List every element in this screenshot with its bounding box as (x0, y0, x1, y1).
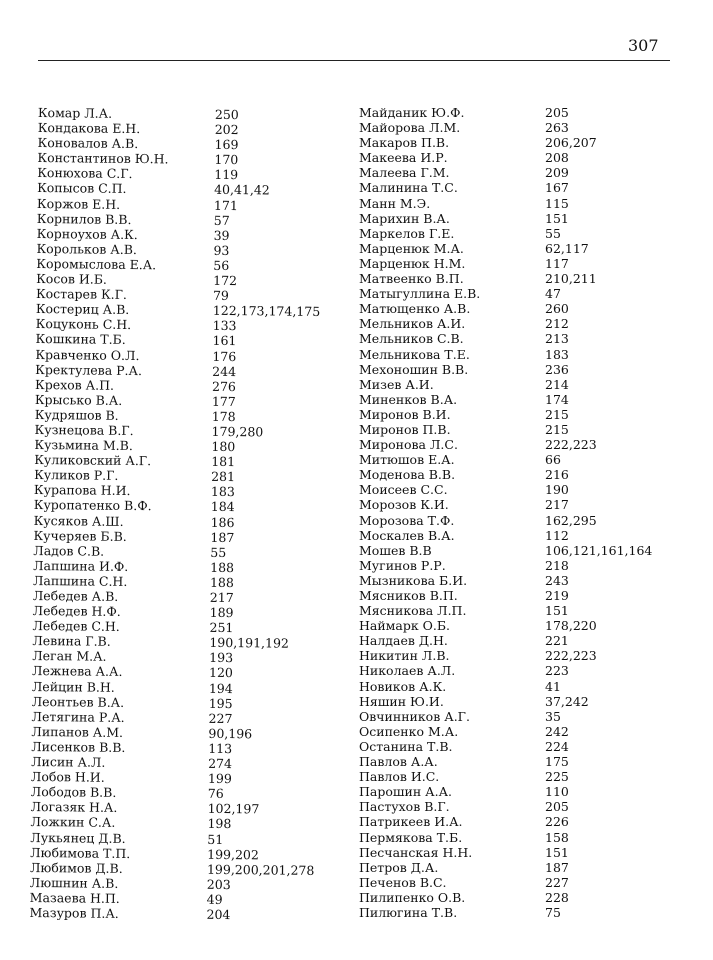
page-references: 221 (545, 633, 569, 649)
author-name: Мельников С.В. (359, 331, 464, 347)
page-references: 119 (214, 167, 239, 183)
page-references: 184 (210, 499, 235, 515)
page-references: 170 (214, 152, 239, 168)
header-rule (38, 60, 670, 61)
author-name: Коромыслова Е.А. (36, 255, 157, 273)
author-name: Мазуров П.А. (29, 904, 119, 921)
author-name: Осипенко М.А. (359, 723, 459, 739)
author-name: Левина Г.В. (32, 633, 111, 650)
page-references: 215 (545, 406, 569, 422)
author-name: Миронов В.И. (359, 406, 451, 422)
page-references: 199 (207, 770, 232, 787)
page-references: 228 (545, 889, 569, 905)
author-name: Мясников В.П. (359, 588, 458, 603)
author-name: Коржов Е.Н. (36, 195, 121, 212)
page-references: 219 (545, 588, 569, 603)
author-name: Петров Д.А. (359, 859, 439, 875)
page-references: 217 (545, 497, 569, 513)
author-name: Лейцин В.Н. (31, 678, 115, 695)
author-name: Мызникова Б.И. (359, 572, 468, 588)
page-references: 62,117 (545, 240, 589, 256)
author-name: Кузнецова В.Г. (34, 421, 134, 438)
page-references: 274 (208, 755, 233, 772)
page-references: 194 (208, 680, 233, 696)
page-references: 205 (545, 799, 569, 815)
page-references: 243 (545, 572, 569, 588)
page-references: 39 (213, 227, 230, 243)
author-name: Крехов А.П. (34, 376, 115, 393)
author-name: Майорова Л.М. (359, 120, 461, 136)
index-column-left (29, 105, 321, 923)
author-name: Куропатенко В.Ф. (33, 497, 152, 514)
page-references: 90,196 (208, 725, 253, 742)
page-references: 242 (545, 723, 569, 739)
author-name: Кузьмина М.В. (34, 437, 133, 454)
author-name: Налдаев Д.Н. (359, 633, 448, 649)
page-references: 212 (545, 316, 569, 332)
author-name: Летягина Р.А. (31, 708, 125, 725)
author-name: Никитин Л.В. (359, 648, 450, 664)
page-references: 188 (210, 559, 235, 575)
author-name: Кусяков А.Ш. (33, 512, 124, 529)
page-references: 213 (545, 331, 569, 347)
page-references: 183 (545, 346, 569, 362)
author-name: Корноухов А.К. (36, 225, 138, 242)
author-name: Кондакова Е.Н. (37, 120, 141, 137)
author-name: Лапшина С.Н. (32, 572, 128, 589)
author-name: Кучеряев Б.В. (33, 527, 127, 544)
page-references: 214 (545, 376, 569, 392)
page-references: 35 (545, 708, 561, 724)
page-references: 178,220 (545, 618, 597, 634)
author-name: Корольков А.В. (36, 240, 137, 257)
author-name: Овчинников А.Г. (359, 708, 470, 724)
author-name: Кравченко О.Л. (35, 346, 140, 363)
page-references: 195 (208, 695, 233, 711)
author-name: Костарев К.Г. (35, 286, 127, 303)
author-name: Ложкин С.А. (30, 814, 116, 831)
page-references: 183 (210, 484, 235, 500)
author-name: Пермякова Т.Б. (359, 829, 463, 845)
page-references: 55 (210, 544, 227, 560)
page-references: 244 (212, 363, 237, 379)
page-references: 236 (545, 361, 569, 377)
author-name: Патрикеев И.А. (359, 814, 463, 830)
author-name: Мазаева Н.П. (29, 889, 120, 906)
page-references: 66 (545, 452, 561, 468)
author-name: Корнилов В.В. (36, 210, 132, 227)
author-name: Марценюк Н.М. (359, 255, 466, 271)
page-references: 205 (545, 105, 569, 120)
author-name: Малеева Г.М. (359, 165, 450, 181)
author-name: Лапшина И.Ф. (33, 557, 129, 574)
author-name: Пилипенко О.В. (359, 889, 466, 905)
page-references: 110 (545, 784, 569, 800)
author-name: Косов И.Б. (36, 271, 108, 287)
author-name: Лобов Н.И. (30, 769, 105, 785)
page-references: 189 (209, 604, 234, 621)
author-name: Леган М.А. (32, 648, 107, 665)
page-references: 175 (545, 754, 569, 770)
page-references: 120 (208, 665, 234, 681)
page-references: 167 (545, 180, 569, 196)
page-references: 187 (545, 859, 569, 875)
page-references: 251 (209, 620, 234, 636)
page-references: 202 (214, 121, 239, 138)
author-name: Пилюгина Т.В. (359, 904, 458, 920)
page-references: 227 (545, 874, 569, 890)
author-name: Манн М.Э. (359, 195, 431, 211)
page-references: 151 (545, 210, 569, 226)
page-references: 49 (206, 891, 223, 907)
author-name: Малинина Т.С. (359, 180, 458, 196)
page-references: 180 (211, 438, 236, 455)
author-name: Матвеенко В.П. (359, 271, 464, 287)
author-name: Митюшов Е.А. (359, 452, 455, 468)
author-name: Леонтьев В.А. (31, 693, 125, 710)
author-name: Конюхова С.Г. (37, 165, 133, 182)
author-name: Марценюк М.А. (359, 240, 464, 256)
page-references: 102,197 (207, 801, 260, 817)
page-references: 169 (214, 137, 239, 153)
page-references: 151 (545, 603, 569, 619)
page-references: 276 (211, 378, 237, 394)
page-references: 223 (545, 663, 569, 679)
author-name: Лободов В.В. (30, 784, 117, 801)
author-name: Мугинов Р.Р. (359, 557, 446, 573)
author-name: Ладов С.В. (33, 542, 105, 559)
page-references: 47 (545, 286, 561, 302)
page-references: 176 (212, 348, 237, 364)
author-name: Няшин Ю.И. (359, 693, 444, 709)
author-name: Коновалов А.В. (37, 135, 139, 152)
page-references: 112 (545, 527, 569, 543)
author-name: Моденова В.В. (359, 467, 456, 483)
page-references: 171 (213, 197, 238, 213)
page-references: 203 (206, 876, 231, 892)
author-name: Курапова Н.И. (33, 482, 131, 499)
page-references: 210,211 (545, 271, 597, 287)
page-references: 209 (545, 165, 569, 181)
author-name: Макеева И.Р. (359, 150, 448, 166)
author-name: Константинов Ю.Н. (37, 150, 169, 167)
author-name: Любимова Т.П. (30, 844, 131, 861)
page-references: 93 (213, 242, 230, 258)
author-name: Мехоношин В.В. (359, 361, 469, 377)
page-references: 178 (211, 408, 236, 424)
author-name: Маркелов Г.Е. (359, 225, 455, 241)
author-name: Липанов А.М. (31, 723, 124, 740)
author-name: Миненков В.А. (359, 391, 458, 407)
author-name: Москалев В.А. (359, 527, 455, 543)
page-references: 263 (545, 120, 569, 136)
page-references: 250 (214, 106, 239, 123)
page-references: 215 (545, 421, 569, 437)
page-references: 172 (213, 272, 238, 289)
author-name: Миронова Л.С. (359, 437, 458, 453)
author-name: Павлов И.С. (359, 769, 440, 785)
author-name: Мясникова Л.П. (359, 603, 467, 619)
author-name: Куликов Р.Г. (34, 467, 119, 484)
author-name: Люшнин А.В. (29, 874, 119, 891)
page-references: 204 (206, 906, 231, 923)
author-name: Кректулева Р.А. (35, 361, 143, 378)
author-name: Лебедев Н.Ф. (32, 603, 121, 619)
page-number: 307 (628, 36, 659, 55)
page-references: 186 (210, 514, 235, 530)
author-name: Логазяк Н.А. (30, 799, 118, 816)
page-references: 76 (207, 786, 224, 802)
author-name: Мошев В.В (359, 542, 432, 558)
page-references: 174 (545, 391, 569, 407)
author-name: Павлов А.А. (359, 754, 438, 770)
author-name: Морозов К.И. (359, 497, 449, 513)
author-name: Кудряшов В. (34, 406, 119, 423)
page-references: 190,191,192 (209, 635, 289, 651)
page-references: 222,223 (545, 437, 597, 453)
author-name: Николаев А.Л. (359, 663, 456, 679)
page-references: 117 (545, 255, 569, 271)
page-references: 79 (212, 287, 229, 304)
author-name: Любимов Д.В. (29, 859, 123, 876)
page-references: 193 (209, 650, 234, 666)
page-references: 57 (213, 212, 230, 228)
author-name: Печенов В.С. (359, 874, 447, 890)
page-references: 151 (545, 844, 569, 860)
author-name: Останина Т.В. (359, 738, 453, 754)
page-references: 222,223 (545, 648, 597, 664)
page-references: 51 (207, 831, 224, 847)
page-references: 37,242 (545, 693, 589, 709)
page-references: 161 (212, 333, 237, 349)
author-name: Песчанская Н.Н. (359, 844, 473, 860)
author-name: Марихин В.А. (359, 210, 450, 226)
page-references: 217 (209, 589, 234, 606)
page-references: 133 (212, 318, 237, 334)
author-name: Матющенко А.В. (359, 301, 471, 317)
page-references: 41 (545, 678, 561, 694)
author-name: Мизев А.И. (359, 376, 434, 392)
author-name: Лежнева А.А. (31, 663, 123, 680)
author-name: Лебедев С.Н. (32, 618, 120, 635)
author-name: Моисеев С.С. (359, 482, 448, 498)
author-name: Куликовский А.Г. (34, 452, 152, 469)
page-references: 206,207 (545, 135, 597, 151)
author-name: Копысов С.П. (37, 180, 127, 197)
author-name: Майданик Ю.Ф. (359, 105, 465, 120)
author-name: Морозова Т.Ф. (359, 512, 455, 528)
author-name: Мельникова Т.Е. (359, 346, 470, 362)
page-references: 187 (210, 529, 235, 545)
author-name: Мельников А.И. (359, 316, 466, 332)
page-references: 181 (211, 453, 236, 470)
page-references: 199,202 (207, 846, 259, 862)
author-name: Коцуконь С.Н. (35, 316, 132, 333)
page-references: 113 (208, 740, 233, 757)
author-name: Матыгуллина Е.В. (359, 286, 481, 302)
page-references: 122,173,174,175 (212, 303, 321, 320)
page-references: 199,200,201,278 (206, 861, 315, 878)
page-references: 260 (545, 301, 569, 317)
page-references: 158 (545, 829, 569, 845)
author-name: Новиков А.К. (359, 678, 447, 694)
page-references: 281 (211, 469, 236, 485)
page-references: 55 (545, 225, 561, 241)
page-references: 208 (545, 150, 569, 166)
page-references: 188 (209, 574, 234, 590)
page-references: 226 (545, 814, 569, 830)
page-references: 179,280 (211, 423, 264, 440)
author-name: Лисин А.Л. (31, 753, 106, 770)
author-name: Комар Л.А. (37, 105, 113, 121)
author-name: Наймарк О.Б. (359, 618, 451, 634)
page-references: 56 (213, 257, 230, 273)
page-references: 115 (545, 195, 569, 211)
page-references: 227 (208, 710, 233, 726)
author-name: Костериц А.В. (35, 301, 130, 318)
page-references: 162,295 (545, 512, 597, 528)
page-references: 216 (545, 467, 569, 483)
page-references: 177 (211, 393, 236, 409)
author-name: Пастухов В.Г. (359, 799, 450, 815)
page-references: 218 (545, 557, 569, 573)
author-name: Миронов П.В. (359, 421, 451, 437)
author-name: Крысько В.А. (34, 391, 123, 408)
author-name: Макаров П.В. (359, 135, 450, 151)
author-name: Парошин А.А. (359, 784, 453, 800)
page-references: 40,41,42 (214, 182, 270, 198)
author-name: Лебедев А.В. (32, 587, 119, 604)
author-name: Кошкина Т.Б. (35, 331, 126, 348)
page-references: 75 (545, 904, 561, 920)
page-references: 224 (545, 738, 569, 754)
page-references: 198 (207, 816, 232, 832)
author-name: Лукьянец Д.В. (30, 829, 126, 846)
page-references: 190 (545, 482, 569, 498)
page-references: 106,121,161,164 (545, 542, 653, 558)
page-references: 225 (545, 769, 569, 785)
author-name: Лисенков В.В. (31, 738, 126, 755)
